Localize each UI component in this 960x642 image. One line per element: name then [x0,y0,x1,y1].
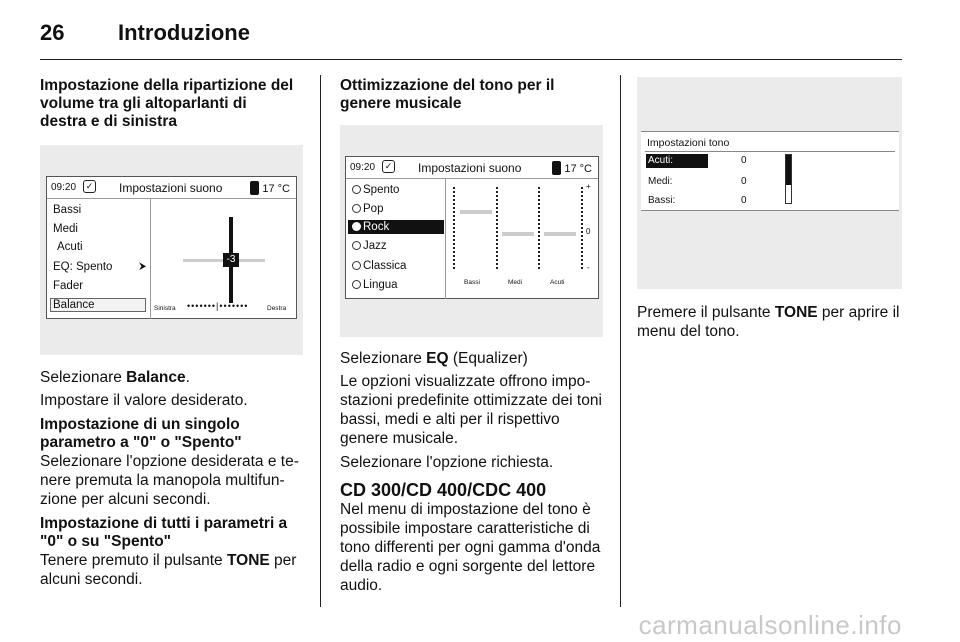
temperature-value: 17 °C [564,163,592,175]
eq-options-text: Le opzioni visualizzate offrono impo-stazioni predefinite ottimizzate dei toni bassi, medi e alti per il rispettivo genere musicale. [340,373,602,447]
all-params-text [40,551,303,589]
page-number: 26 [40,20,65,45]
watermark: carmanualsonline.info [638,610,902,640]
balance-right-label: Destra [267,305,287,312]
check-icon: ✓ [382,160,395,173]
top-rule [40,59,902,60]
thermometer-icon [250,181,259,195]
clock: 09:20 [350,162,376,173]
menu-item-fader[interactable]: Fader [53,280,84,292]
screen-header [47,177,296,199]
balance-screen [46,176,297,319]
radio-icon [352,241,361,250]
cd-models-heading: CD 300/CD 400/CDC 400 [340,480,547,500]
eq-option-lingua[interactable] [352,279,398,291]
menu-divider [150,199,151,319]
radio-icon [352,185,361,194]
eq-column-scale [581,187,583,269]
text: (Equalizer) [448,350,528,367]
text: . [185,369,190,386]
text: Tenere premuto il pulsante [40,552,227,569]
menu-item-acuti[interactable]: Acuti [57,241,83,253]
tone-scrollbar-thumb[interactable] [786,155,791,185]
text: Premere il pulsante [637,304,775,321]
keyword-tone: TONE [226,552,270,569]
eq-option-pop[interactable] [352,203,383,215]
eq-column-acuti [538,187,540,269]
column-2 [340,77,603,595]
option-label: Jazz [363,240,387,252]
select-eq-text [340,349,603,368]
text: per aprire il menu del tono. [637,304,900,340]
eq-label-acuti: Acuti [550,279,565,286]
menu-divider [445,179,446,299]
single-param-text: Selezionare l'opzione desiderata e te-nere premuta la manopola multifun-zione per alcuni secondi. [40,453,299,508]
column-divider-1 [320,75,321,607]
eq-column-bassi [453,187,455,269]
tone-row-acuti-label: Acuti: [648,155,674,166]
tone-row-acuti-value: 0 [741,155,747,166]
select-balance-text [40,368,303,387]
eq-option-jazz[interactable] [352,240,387,252]
temperature [552,161,592,175]
option-label: Pop [363,203,384,215]
keyword-eq: EQ [426,350,449,367]
option-label: Classica [363,260,407,272]
temperature-value: 17 °C [262,183,290,195]
text: Selezionare [40,369,127,386]
page-title: Introduzione [118,20,250,45]
all-params-heading: Impostazione di tutti i parametri a "0" o su "Spento" [40,515,288,550]
radio-icon [352,204,361,213]
balance-dots: •••••••|••••••• [187,301,249,311]
screen-title: Impostazioni suono [418,161,522,175]
column-divider-2 [620,75,621,607]
check-icon: ✓ [83,180,96,193]
menu-item-balance[interactable]: Balance [50,298,146,312]
eq-scale-minus: - [587,263,590,272]
tone-screen [641,131,899,211]
eq-level-bassi [460,210,492,214]
eq-scale-plus: + [586,182,591,191]
thermometer-icon [552,161,561,175]
menu-item-bassi[interactable]: Bassi [53,204,82,216]
option-label: Lingua [363,279,398,291]
option-label: Rock [363,221,390,233]
single-param-heading: Impostazione di un singolo parametro a "0" o "Spento" [40,416,242,451]
column-3 [637,77,902,341]
temperature [250,181,290,195]
balance-value: -3 [223,253,239,267]
text: per alcuni secondi. [40,552,297,588]
text: Selezionare [340,350,427,367]
set-value-text: Impostare il valore desiderato. [40,392,248,409]
tone-row-medi-value: 0 [741,176,747,187]
keyword-balance: Balance [126,369,186,386]
eq-label-bassi: Bassi [464,279,480,286]
genre-heading: Ottimizzazione del tono per il genere musicale [340,77,555,112]
balance-left-label: Sinistra [154,305,176,312]
screen-header [346,157,598,179]
eq-option-rock[interactable] [348,220,444,234]
eq-option-spento[interactable] [352,184,399,196]
keyword-tone: TONE [774,304,818,321]
menu-item-eq[interactable]: EQ: Spento [53,261,113,273]
eq-screen-panel [340,125,603,337]
eq-scale-zero: 0 [586,227,591,236]
tone-row-bassi-label: Bassi: [648,195,676,206]
eq-option-classica[interactable] [352,260,406,272]
menu-item-medi[interactable]: Medi [53,223,78,235]
screen-title: Impostazioni suono [119,181,223,195]
tone-row-medi-label: Medi: [648,176,673,187]
tone-screen-title: Impostazioni tono [647,137,730,149]
tone-row-bassi-value: 0 [741,195,747,206]
radio-selected-icon [352,222,361,231]
eq-screen [345,156,599,299]
clock: 09:20 [51,182,77,193]
option-label: Spento [363,184,400,196]
balance-heading: Impostazione della ripartizione del volume tra gli altoparlanti di destra e di sinistra [40,77,294,130]
balance-screen-panel [40,145,303,355]
chevron-right-icon: ⮞ [139,261,147,272]
tone-screen-panel [637,77,902,289]
column-1 [40,77,303,589]
radio-icon [352,261,361,270]
radio-icon [352,280,361,289]
tone-header-rule [645,151,895,152]
select-option-text: Selezionare l'opzione richiesta. [340,454,554,471]
cd-models-text: Nel menu di impostazione del tono è possibile impostare caratteristiche di tono differenti per ogni gamma d'onda della radio e ogni sorgente del lettore audio. [340,501,601,594]
eq-column-medi [496,187,498,269]
eq-level-medi [502,232,534,236]
eq-label-medi: Medi [508,279,523,286]
eq-level-acuti [544,232,576,236]
press-tone-text [637,303,902,341]
